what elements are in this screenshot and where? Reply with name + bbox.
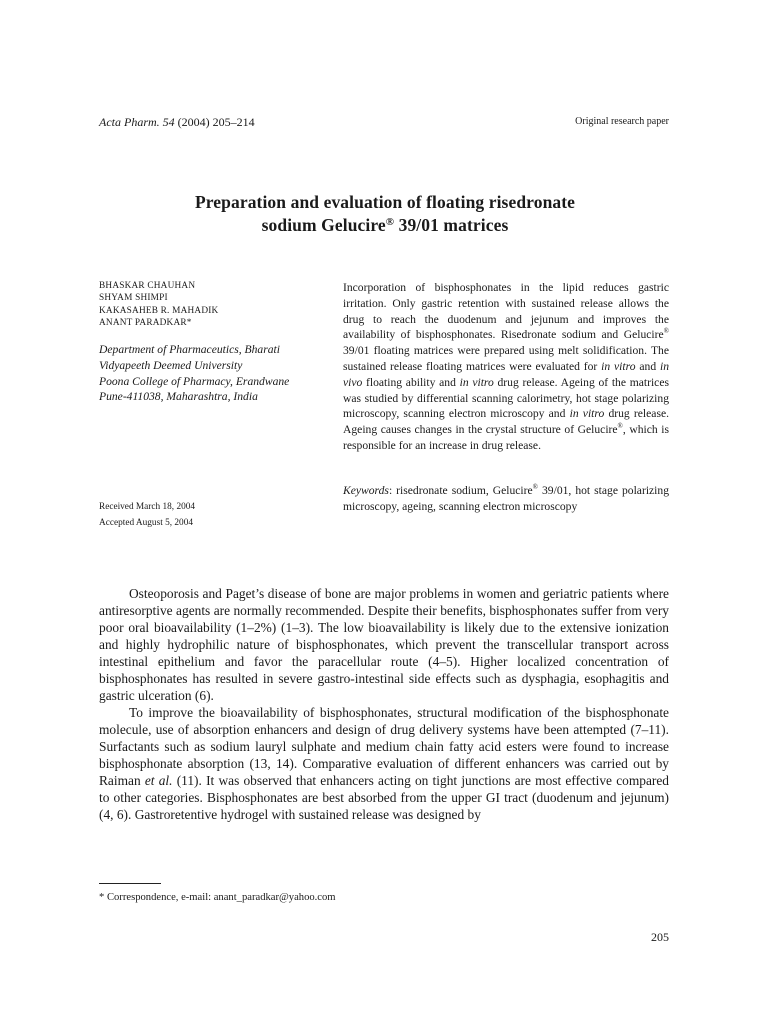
title-line-1: Preparation and evaluation of floating risedronate [194,192,576,212]
abstract: Incorporation of bisphosphonates in the lipid reduces gastric irritation. Only gastric retention with sustained release allows the drug to reach the duodenum and jejunum and improves the availability of bisphosphonates. Risedronate sodium and Gelucire® 39/01 floating matrices were prepared using melt solidification. The sustained release floating matrices were evaluated for in vitro and in vivo floating ability and in vitro drug release. Ageing of the matrices was studied by differential scanning calorimetry, hot stage polarizing microscopy, scanning electron microscopy and in vitro drug release. Ageing causes changes in the crystal structure of Gelucire®, which is responsible for an increase in drug release. [343,281,670,452]
title-line-2: sodium Gelucire® 39/01 matrices [261,215,509,235]
footnote-divider [99,883,161,884]
paper-type-label: Original research paper [575,116,669,127]
author: KAKASAHEB R. MAHADIK [99,305,219,316]
accepted-date: Accepted August 5, 2004 [99,517,193,528]
correspondence-footnote: * Correspondence, e-mail: anant_paradkar@yahoo.com [99,892,336,903]
running-head [99,115,669,131]
author: BHASKAR CHAUHAN [99,281,196,291]
body-paragraph: To improve the bioavailability of bisphosphonates, structural modification of the bisphosphonate molecule, use of absorption enhancers and design of drug delivery systems have been attempted (7–11). Surfactants such as sodium lauryl sulphate and medium chain fatty acid esters were found to increase bisphosphonate absorption (13, 14). Comparative evaluation of different enhancers was carried out by Raiman et al. (11). It was observed that enhancers acting on tight junctions are most effective compared to other categories. Bisphosphonates are best absorbed from the upper GI tract (duodenum and jejunum) (4, 6). Gastroretentive hydrogel with sustained release was designed by [99,705,669,822]
author-list [99,280,329,329]
keywords-label: Keywords [343,484,389,497]
journal-citation: Acta Pharm. 54 (2004) 205–214 [99,115,255,129]
submission-dates [99,500,329,531]
page-number: 205 [651,930,669,944]
author: SHYAM SHIMPI [99,293,168,304]
affiliation: Department of Pharmaceutics, Bharati Vidyapeeth Deemed University Poona College of Pharmacy, Erandwane Pune-411038, Maharashtra, India [99,343,290,404]
paper-title [100,191,670,237]
body-text [99,585,669,823]
author: ANANT PARADKAR* [99,317,192,328]
keywords: Keywords: risedronate sodium, Gelucire® 39/01, hot stage polarizing microscopy, ageing, scanning electron microscopy [343,483,669,513]
received-date: Received March 18, 2004 [99,502,196,512]
body-paragraph: Osteoporosis and Paget’s disease of bone are major problems in women and geriatric patients where antiresorptive agents are normally recommended. Despite their benefits, bisphosphonates suffer from very poor oral bioavailability (1–2%) (1–3). The low bioavailability is likely due to the extensive ionization and highly hydrophilic nature of bisphosphonates, which prevent the transcellular transport across intestinal epithelium and favor the paracellular route (4–5). Higher localized concentration of bisphosphonates has resulted in severe gastro-intestinal side effects such as dysphagia, esophagitis and gastric ulceration (6). [99,586,669,703]
